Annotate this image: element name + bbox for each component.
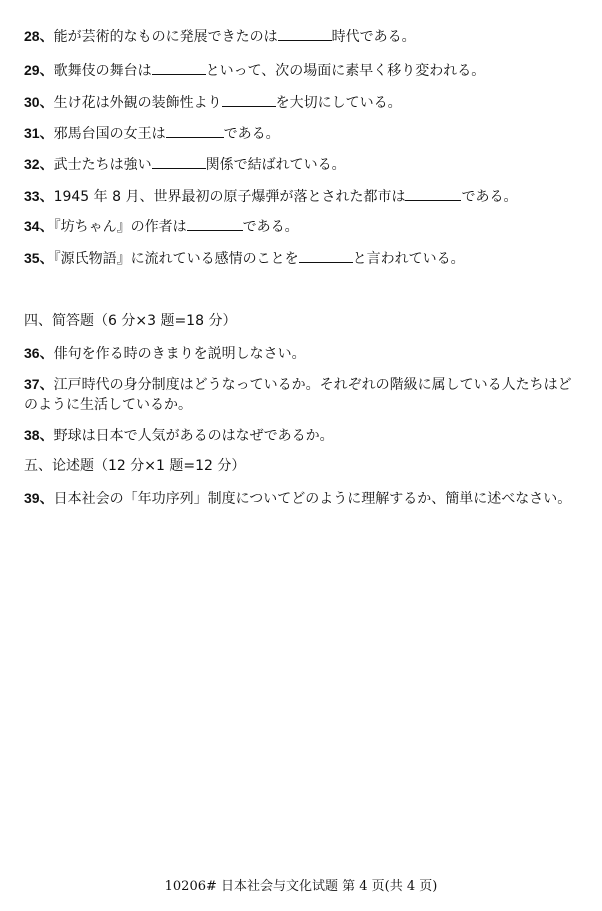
question-number: 28、	[24, 28, 54, 44]
question-29	[24, 60, 485, 81]
question-37	[24, 374, 584, 415]
answer-blank	[299, 248, 353, 263]
question-33	[24, 186, 517, 207]
question-text-after: である。	[242, 219, 299, 235]
question-number: 32、	[24, 156, 54, 172]
question-38	[24, 425, 334, 446]
page-footer: 10206# 日本社会与文化试题 第 4 页(共 4 页)	[164, 879, 438, 894]
question-text: 江戸時代の身分制度はどうなっているか。それぞれの階級に属している人たちはどのように生活しているか。	[24, 377, 572, 413]
question-number: 37、	[24, 376, 54, 392]
question-28	[24, 26, 416, 47]
question-text-after: 関係で結ばれている。	[205, 157, 346, 173]
question-number: 36、	[24, 345, 54, 361]
question-text: 1945 年 8 月、世界最初の原子爆弾が落とされた都市は	[53, 189, 406, 205]
question-text-after: である。	[223, 126, 280, 142]
question-30	[24, 92, 402, 113]
question-number: 39、	[24, 490, 54, 506]
answer-blank	[187, 216, 243, 231]
question-text: 俳句を作る時のきまりを説明しなさい。	[53, 346, 306, 362]
question-number: 33、	[24, 188, 54, 204]
question-text: 歌舞伎の舞台は	[53, 63, 152, 79]
question-text-after: である。	[461, 189, 518, 205]
answer-blank	[152, 60, 206, 75]
question-34	[24, 216, 299, 237]
question-text-after: 時代である。	[331, 29, 416, 45]
answer-blank	[405, 186, 461, 201]
question-text-after: と言われている。	[352, 251, 465, 267]
question-39	[24, 488, 571, 509]
question-number: 31、	[24, 125, 54, 141]
answer-blank	[166, 123, 224, 138]
question-text: 野球は日本で人気があるのはなぜであるか。	[53, 428, 334, 444]
question-text: 『源氏物語』に流れている感情のことを	[53, 251, 299, 267]
question-number: 30、	[24, 94, 54, 110]
question-number: 34、	[24, 218, 54, 234]
question-text: 『坊ちゃん』の作者は	[53, 219, 187, 235]
question-31	[24, 123, 280, 144]
question-text: 能が芸術的なものに発展できたのは	[53, 29, 278, 45]
question-text: 武士たちは強い	[53, 157, 152, 173]
answer-blank	[222, 92, 276, 107]
question-number: 38、	[24, 427, 54, 443]
question-number: 29、	[24, 62, 54, 78]
question-text: 日本社会の「年功序列」制度についてどのように理解するか、簡単に述べなさい。	[53, 491, 572, 507]
question-text: 生け花は外観の装飾性より	[53, 95, 222, 111]
answer-blank	[152, 154, 206, 169]
question-text: 邪馬台国の女王は	[53, 126, 166, 142]
question-text-after: を大切にしている。	[275, 95, 402, 111]
question-36	[24, 343, 306, 364]
question-35	[24, 248, 465, 269]
section-heading-short-answer: 四、简答题（6 分×3 题=18 分）	[24, 313, 237, 329]
question-number: 35、	[24, 250, 54, 266]
section-heading-essay: 五、论述题（12 分×1 题=12 分）	[24, 458, 246, 474]
question-text-after: といって、次の場面に素早く移り変われる。	[205, 63, 486, 79]
answer-blank	[278, 26, 332, 41]
question-32	[24, 154, 346, 175]
